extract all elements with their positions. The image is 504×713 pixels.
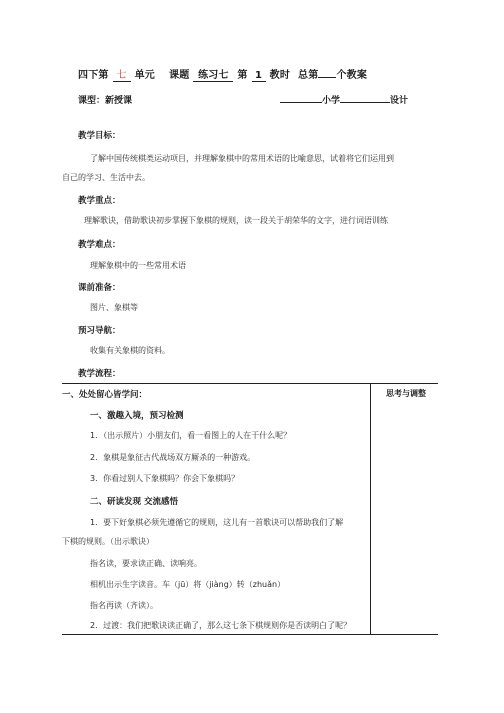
part2-title: 二、研读发现 交流感悟 — [90, 497, 178, 507]
topic-value: 练习七 — [193, 70, 233, 82]
designer-value — [340, 102, 390, 103]
preview-line-1: 收集有关象棋的资料。 — [90, 346, 170, 355]
difficulties-title: 教学难点： — [78, 240, 121, 250]
table-main-heading: 一、处处留心皆学问： — [62, 390, 148, 400]
goals-line-2: 自己的学习、生活中去。 — [62, 173, 150, 182]
period-number: 1 — [252, 70, 266, 82]
unit-suffix: 单元 — [134, 70, 156, 81]
key-points-line-1: 理解歌诀，借助歌诀初步掌握下象棋的规则，读一段关于胡荣华的文字，进行词语训练 — [84, 216, 388, 225]
total-suffix: 个教案 — [336, 70, 368, 81]
designer-suffix: 设计 — [389, 96, 408, 106]
total-value — [318, 77, 336, 78]
preparation-title: 课前准备： — [78, 283, 121, 293]
part2-line-1: 指名读，要求读正确、读响亮。 — [90, 559, 202, 568]
topic-label: 课题 — [169, 70, 190, 81]
process-title: 教学流程： — [78, 369, 121, 379]
table-column-divider — [370, 384, 371, 634]
difficulties-line-1: 理解象棋中的一些常用术语 — [90, 261, 186, 270]
reflection-column-header: 思考与调整 — [386, 389, 426, 398]
part2-line-4: 2．过渡：我们把歌诀读正确了，那么这七条下棋规则你是否读明白了呢？ — [90, 621, 352, 630]
school-suffix: 小学 — [321, 96, 340, 106]
grade-unit-prefix: 四下第 — [78, 70, 109, 81]
part2-line-2: 相机出示生字读音。车（jū）将（jiàng）转（zhuǎn） — [90, 580, 286, 589]
goals-title: 教学目标： — [78, 131, 121, 141]
course-type-label: 课型：新授课 — [78, 96, 133, 106]
preparation-line-1: 图片、象棋等 — [90, 303, 138, 312]
lesson-subheader — [78, 93, 408, 106]
lesson-process-table — [62, 383, 438, 635]
part1-title: 一、激趣入境，预习检测 — [90, 411, 184, 421]
part1-item-3: 3．你看过别人下象棋吗？你会下象棋吗？ — [90, 474, 240, 483]
key-points-title: 教学重点： — [78, 196, 121, 206]
part2-item-1-line-1: 1．要下好象棋必须先遵循它的规则，这儿有一首歌诀可以帮助我们了解 — [90, 518, 344, 527]
period-suffix: 教时 — [269, 70, 291, 81]
part1-item-2: 2．象棋是象征古代战场双方厮杀的一种游戏。 — [90, 453, 256, 462]
lesson-header — [78, 66, 367, 82]
preview-title: 预习导航： — [78, 326, 121, 336]
goals-line-1: 了解中国传统棋类运动项目，并理解象棋中的常用术语的比喻意思，试着将它们运用到 — [90, 154, 394, 163]
part1-item-1: 1．（出示照片）小朋友们，看一看图上的人在干什么呢？ — [90, 431, 292, 440]
school-value — [280, 102, 322, 103]
part2-line-3: 指名再读（齐读）。 — [90, 601, 158, 610]
total-prefix: 总第 — [298, 70, 319, 81]
period-prefix: 第 — [237, 70, 248, 81]
part2-item-1-line-2: 下棋的规则。（出示歌诀） — [62, 537, 154, 546]
unit-number: 七 — [113, 70, 131, 82]
designer-line — [280, 93, 408, 106]
